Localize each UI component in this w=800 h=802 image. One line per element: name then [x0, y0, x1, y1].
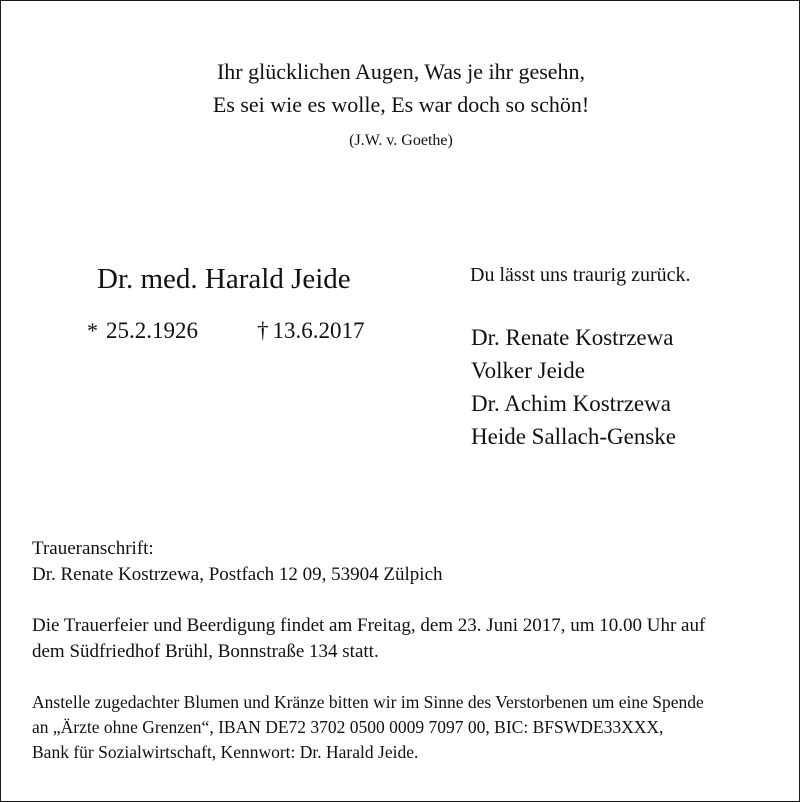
birth-date: 25.2.1926: [106, 318, 198, 343]
deceased-name: Dr. med. Harald Jeide: [97, 263, 351, 295]
birth-star-icon: *: [87, 318, 98, 343]
mourner-name: Dr. Achim Kostrzewa: [471, 391, 671, 416]
death-cross-icon: †: [257, 318, 269, 343]
mourning-address: [32, 536, 443, 588]
mourners-list: [471, 321, 676, 453]
address-label: Traueranschrift:: [32, 538, 154, 559]
death-date: 13.6.2017: [272, 318, 365, 343]
mourner-name: Volker Jeide: [471, 358, 585, 383]
donation-info: [32, 690, 704, 765]
poem-line-2: Es sei wie es wolle, Es war doch so schön!: [212, 92, 590, 117]
funeral-line-1: Die Trauerfeier und Beerdigung findet am Freitag, dem 23. Juni 2017, um 10.00 Uhr auf: [32, 615, 706, 636]
donation-line-3: Bank für Sozialwirtschaft, Kennwort: Dr. Harald Jeide.: [32, 742, 419, 762]
donation-line-1: Anstelle zugedachter Blumen und Kränze bitten wir im Sinne des Verstorbenen um eine Spende: [32, 692, 704, 712]
mourner-name: Heide Sallach-Genske: [471, 424, 677, 449]
funeral-info: [32, 613, 705, 665]
funeral-line-2: dem Südfriedhof Brühl, Bonnstraße 134 statt.: [32, 641, 379, 662]
poem-attribution: (J.W. v. Goethe): [349, 132, 453, 149]
poem-line-1: Ihr glücklichen Augen, Was je ihr gesehn,: [216, 59, 586, 84]
mourners-intro: Du lässt uns traurig zurück.: [470, 264, 691, 286]
donation-line-2: an „Ärzte ohne Grenzen“, IBAN DE72 3702 0500 0009 7097 00, BIC: BFSWDE33XXX,: [32, 717, 664, 737]
address-line: Dr. Renate Kostrzewa, Postfach 12 09, 53904 Zülpich: [32, 564, 443, 585]
birth-date-block: [87, 318, 198, 344]
mourner-name: Dr. Renate Kostrzewa: [471, 325, 674, 350]
death-date-block: [257, 318, 365, 344]
